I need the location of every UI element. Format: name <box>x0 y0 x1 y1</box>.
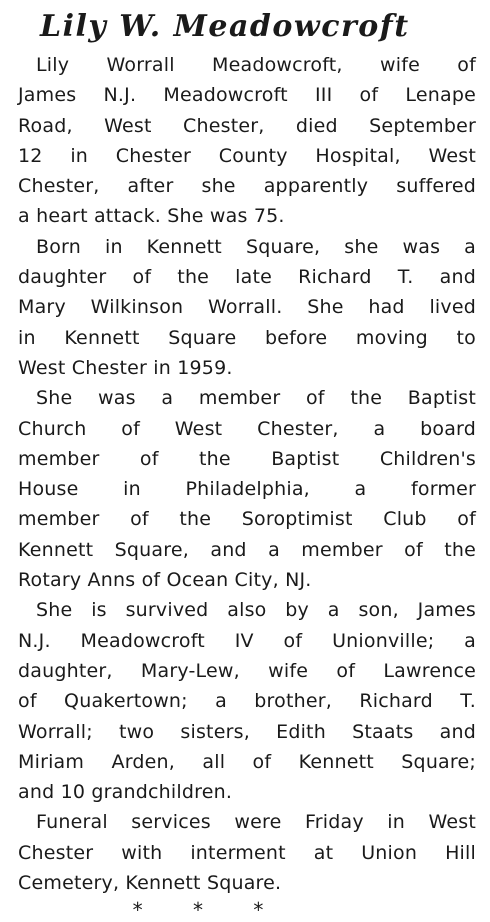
paragraph-line: Road, West Chester, died September <box>18 114 476 137</box>
paragraph-line: James N.J. Meadowcroft III of Lenape <box>18 84 476 107</box>
obituary-clipping <box>18 6 476 920</box>
paragraph-line: 12 in Chester County Hospital, West <box>18 144 476 167</box>
paragraph-line: She is survived also by a son, James <box>36 599 476 622</box>
paragraph-line: a heart attack. She was 75. <box>18 205 285 228</box>
paragraph-line: Kennett Square, and a member of the <box>18 538 476 561</box>
obituary-paragraph <box>18 807 476 898</box>
paragraph-line: Church of West Chester, a board <box>18 417 476 440</box>
paragraph-line: Mary Wilkinson Worrall. She had lived <box>18 296 476 319</box>
paragraph-line: Chester, after she apparently suffered <box>18 175 476 198</box>
paragraph-line: daughter of the late Richard T. and <box>18 266 476 289</box>
paragraph-line: Born in Kennett Square, she was a <box>36 235 476 258</box>
paragraph-line: Chester with interment at Union Hill <box>18 841 476 864</box>
paragraph-line: Cemetery, Kennett Square. <box>18 872 282 895</box>
paragraph-line: She was a member of the Baptist <box>36 387 476 410</box>
obituary-paragraph <box>18 232 476 383</box>
paragraph-line: Miriam Arden, all of Kennett Square; <box>18 750 476 773</box>
paragraph-line: West Chester in 1959. <box>18 356 233 379</box>
paragraph-line: member of the Soroptimist Club of <box>18 508 476 531</box>
obituary-body <box>18 50 476 898</box>
paragraph-line: House in Philadelphia, a former <box>18 478 476 501</box>
obituary-paragraph <box>18 595 476 807</box>
paragraph-line: of Quakertown; a brother, Richard T. <box>18 690 476 713</box>
section-separator: * * * <box>132 898 286 922</box>
paragraph-line: member of the Baptist Children's <box>18 447 476 470</box>
paragraph-line: Funeral services were Friday in West <box>36 811 476 834</box>
paragraph-line: Worrall; two sisters, Edith Staats and <box>18 720 476 743</box>
paragraph-line: in Kennett Square before moving to <box>18 326 476 349</box>
obituary-headline: Lily W. Meadowcroft <box>40 9 410 44</box>
paragraph-line: Rotary Anns of Ocean City, NJ. <box>18 569 312 592</box>
paragraph-line: daughter, Mary-Lew, wife of Lawrence <box>18 659 476 682</box>
paragraph-line: N.J. Meadowcroft IV of Unionville; a <box>18 629 476 652</box>
paragraph-line: and 10 grandchildren. <box>18 781 233 804</box>
paragraph-line: Lily Worrall Meadowcroft, wife of <box>36 54 476 76</box>
obituary-paragraph <box>18 383 476 595</box>
obituary-paragraph <box>18 50 476 232</box>
